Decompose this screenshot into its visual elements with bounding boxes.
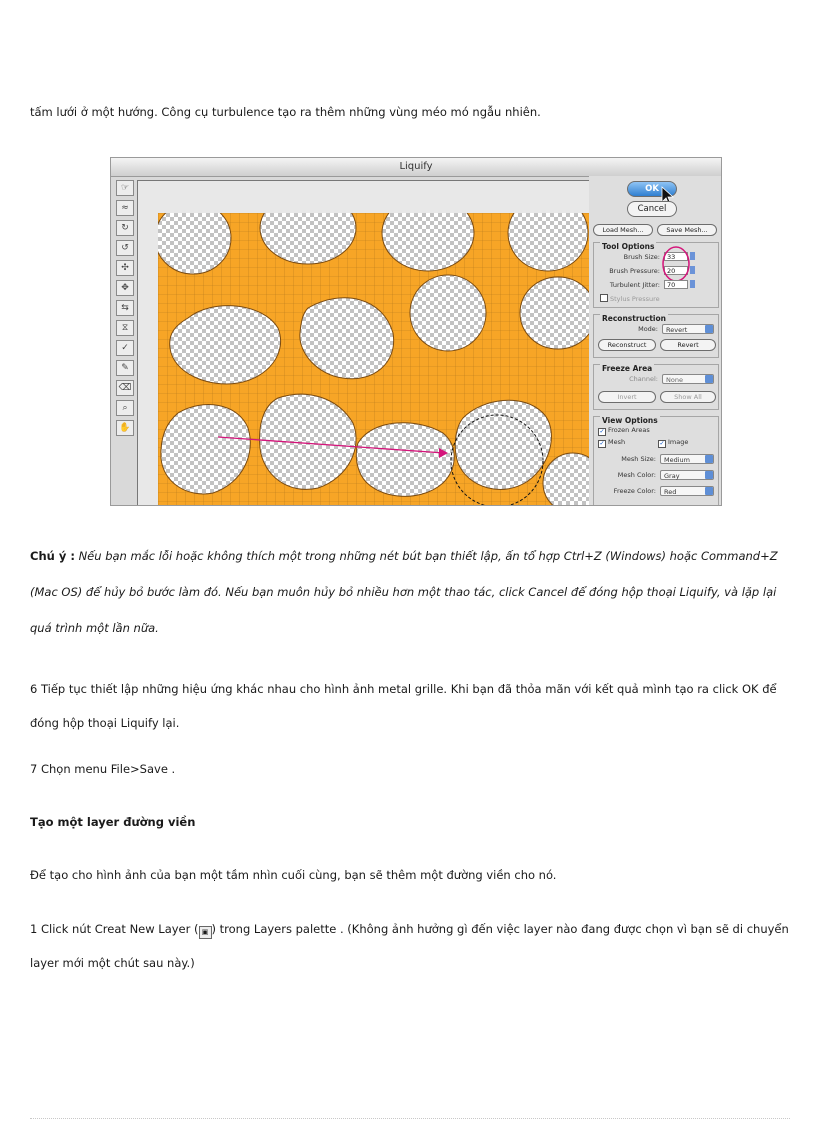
step-1-text-after: ) trong Layers palette . (Không ảnh hưởng gì đến việc layer nào đang được chọn vì bạn sẽ di chuyển layer mới một chút sau này.) bbox=[30, 922, 789, 970]
turbulence-tool-icon: ≈ bbox=[116, 200, 134, 216]
ok-button[interactable]: OK bbox=[627, 181, 677, 197]
step-7-paragraph: 7 Chọn menu File>Save . bbox=[30, 762, 176, 776]
mesh-color-label: Mesh Color: bbox=[617, 471, 656, 479]
step-1-text-before: 1 Click nút Creat New Layer ( bbox=[30, 922, 199, 936]
turbulent-jitter-arrow-icon[interactable] bbox=[690, 280, 695, 288]
twirl-cw-tool-icon: ↻ bbox=[116, 220, 134, 236]
tool-options-group bbox=[593, 242, 719, 308]
step-6-paragraph: 6 Tiếp tục thiết lập những hiệu ứng khác nhau cho hình ảnh metal grille. Khi bạn đã thỏa mãn với kết quả mình tạo ra click OK để đóng hộp thoại Liquify lại. bbox=[30, 682, 777, 730]
freeze-area-group bbox=[593, 364, 719, 410]
show-all-button[interactable]: Show All bbox=[660, 391, 716, 403]
revert-button[interactable]: Revert bbox=[660, 339, 716, 351]
reflection-tool-icon: ⧖ bbox=[116, 320, 134, 336]
freeze-color-select[interactable]: Red bbox=[660, 486, 714, 496]
twirl-ccw-tool-icon: ↺ bbox=[116, 240, 134, 256]
note-paragraph bbox=[30, 538, 790, 646]
liquify-dialog-figure bbox=[110, 157, 722, 506]
freeze-area-title: Freeze Area bbox=[602, 364, 653, 373]
step-1-paragraph bbox=[30, 912, 790, 980]
note-text: Nếu bạn mắc lỗi hoặc không thích một trong những nét bút bạn thiết lập, ấn tổ hợp Ctrl+Z (Windows) hoặc Command+Z (Mac OS) để hủy bỏ bước làm đó. Nếu bạn muôn hủy bỏ nhiều hơn một thao tác, click Cancel để đóng hộp thoại Liquify, và lặp lại quá trình một lần nữa. bbox=[30, 549, 778, 635]
intro-paragraph: tấm lưới ở một hướng. Công cụ turbulence tạo ra thêm những vùng méo mó ngẫu nhiên. bbox=[30, 105, 541, 119]
frozen-areas-checkbox[interactable]: ✓ Frozen Areas bbox=[599, 426, 650, 435]
brush-size-label: Brush Size: bbox=[623, 253, 660, 261]
mesh-color-select[interactable]: Gray bbox=[660, 470, 714, 480]
view-options-title: View Options bbox=[602, 416, 658, 425]
section-intro-paragraph: Để tạo cho hình ảnh của bạn một tầm nhìn cuối cùng, bạn sẽ thêm một đường viền cho nó. bbox=[30, 868, 557, 882]
stylus-pressure-label: Stylus Pressure bbox=[610, 295, 660, 303]
reconstruct-button[interactable]: Reconstruct bbox=[598, 339, 656, 351]
mesh-size-label: Mesh Size: bbox=[621, 455, 656, 463]
channel-label: Channel: bbox=[629, 375, 658, 383]
channel-select[interactable]: None bbox=[662, 374, 714, 384]
cancel-button[interactable]: Cancel bbox=[627, 201, 677, 217]
image-label: Image bbox=[668, 438, 689, 446]
new-layer-icon: ▣ bbox=[199, 926, 212, 939]
thaw-tool-icon: ⌫ bbox=[116, 380, 134, 396]
mode-select[interactable]: Revert bbox=[662, 324, 714, 334]
reconstruct-tool-icon: ✓ bbox=[116, 340, 134, 356]
mesh-checkbox[interactable]: ✓ Mesh bbox=[599, 438, 626, 447]
turbulent-jitter-field[interactable]: 70 bbox=[664, 280, 688, 289]
preview-canvas bbox=[158, 213, 590, 506]
mesh-size-select[interactable]: Medium bbox=[660, 454, 714, 464]
mesh-label: Mesh bbox=[608, 438, 626, 446]
zoom-tool-icon: ⌕ bbox=[116, 400, 134, 416]
view-options-group bbox=[593, 416, 719, 506]
highlight-circle-icon bbox=[661, 245, 691, 283]
page-footer-rule bbox=[30, 1118, 790, 1119]
brush-pressure-field[interactable]: 20 bbox=[664, 266, 688, 275]
warp-tool-icon: ☞ bbox=[116, 180, 134, 196]
shift-pixels-tool-icon: ⇆ bbox=[116, 300, 134, 316]
grille-artwork bbox=[158, 213, 590, 506]
stylus-pressure-checkbox[interactable] bbox=[600, 294, 660, 303]
dialog-title: Liquify bbox=[111, 158, 721, 177]
brush-size-field[interactable]: 33 bbox=[664, 252, 688, 261]
load-mesh-button[interactable]: Load Mesh... bbox=[593, 224, 653, 236]
bloat-tool-icon: ✥ bbox=[116, 280, 134, 296]
section-heading: Tạo một layer đường viền bbox=[30, 815, 196, 829]
reconstruction-title: Reconstruction bbox=[602, 314, 666, 323]
brush-pressure-label: Brush Pressure: bbox=[609, 267, 660, 275]
pucker-tool-icon: ✣ bbox=[116, 260, 134, 276]
tool-options-title: Tool Options bbox=[602, 242, 655, 251]
save-mesh-button[interactable]: Save Mesh... bbox=[657, 224, 717, 236]
mode-label: Mode: bbox=[638, 325, 658, 333]
turbulent-jitter-label: Turbulent Jitter: bbox=[609, 281, 660, 289]
freeze-tool-icon: ✎ bbox=[116, 360, 134, 376]
image-checkbox[interactable]: ✓ Image bbox=[659, 438, 689, 447]
reconstruction-group bbox=[593, 314, 719, 358]
freeze-color-label: Freeze Color: bbox=[613, 487, 656, 495]
hand-tool-icon: ✋ bbox=[116, 420, 134, 436]
preview-frame bbox=[137, 180, 591, 506]
frozen-areas-label: Frozen Areas bbox=[608, 426, 650, 434]
note-label: Chú ý : bbox=[30, 549, 75, 563]
invert-button[interactable]: Invert bbox=[598, 391, 656, 403]
options-panel bbox=[589, 176, 722, 506]
liquify-toolbar bbox=[114, 180, 134, 440]
